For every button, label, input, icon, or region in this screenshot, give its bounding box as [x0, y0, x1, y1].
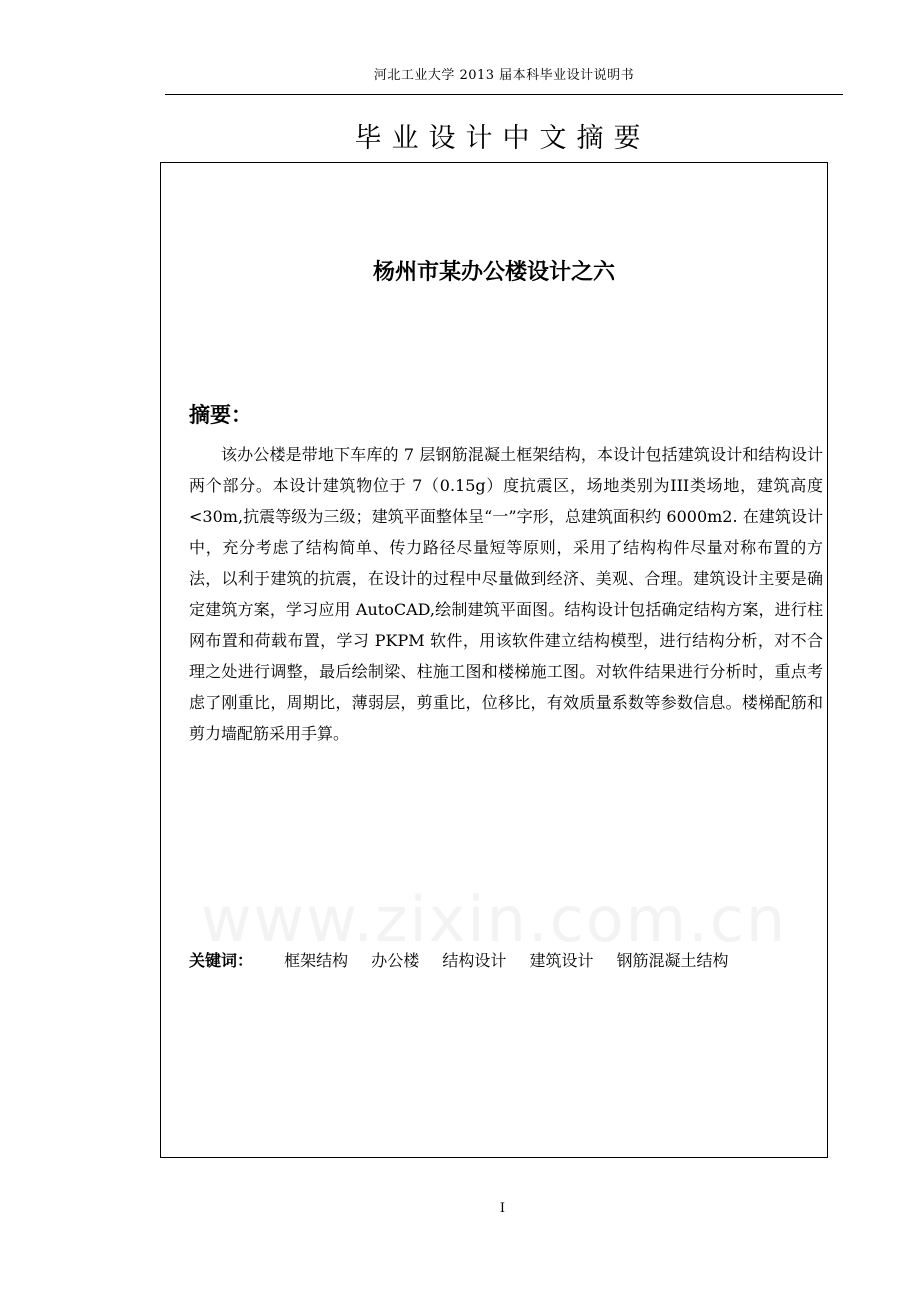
keyword: 办公楼	[371, 951, 420, 970]
section-heading: 毕业设计中文摘要	[354, 123, 651, 154]
abstract-body: 该办公楼是带地下车库的 7 层钢筋混凝土框架结构，本设计包括建筑设计和结构设计两个部分。本设计建筑物位于 7（0.15g）度抗震区，场地类别为III类场地，建筑高度<30m,抗震等级为三级；建筑平面整体呈“一”字形，总建筑面积约 6000m2. 在建筑设计中，充分考虑了结构简单、传力路径尽量短等原则，采用了结构构件尽量对称布置的方法，以利于建筑的抗震，在设计的过程中尽量做到经济、美观、合理。建筑设计主要是确定建筑方案，学习应用 AutoCAD,绘制建筑平面图。结构设计包括确定结构方案，进行柱网布置和荷载布置，学习 PKPM 软件，用该软件建立结构模型，进行结构分析，对不合理之处进行调整，最后绘制梁、柱施工图和楼梯施工图。对软件结果进行分析时，重点考虑了刚重比，周期比，薄弱层，剪重比，位移比，有效质量系数等参数信息。楼梯配筋和剪力墙配筋采用手算。	[189, 445, 823, 743]
watermark: www.zixin.com.cn	[200, 883, 788, 956]
page-number: I	[499, 1201, 506, 1216]
keywords-label: 关键词：	[189, 951, 254, 970]
keyword: 框架结构	[284, 951, 349, 970]
header-rule	[165, 94, 843, 95]
keyword: 钢筋混凝土结构	[616, 951, 729, 970]
running-header: 河北工业大学 2013 届本科毕业设计说明书	[373, 68, 635, 83]
abstract-frame	[160, 162, 828, 1158]
keyword: 建筑设计	[529, 951, 594, 970]
keyword: 结构设计	[442, 951, 507, 970]
document-title: 杨州市某办公楼设计之六	[372, 260, 615, 285]
abstract-heading: 摘要：	[189, 403, 252, 427]
keywords-line	[189, 948, 747, 971]
